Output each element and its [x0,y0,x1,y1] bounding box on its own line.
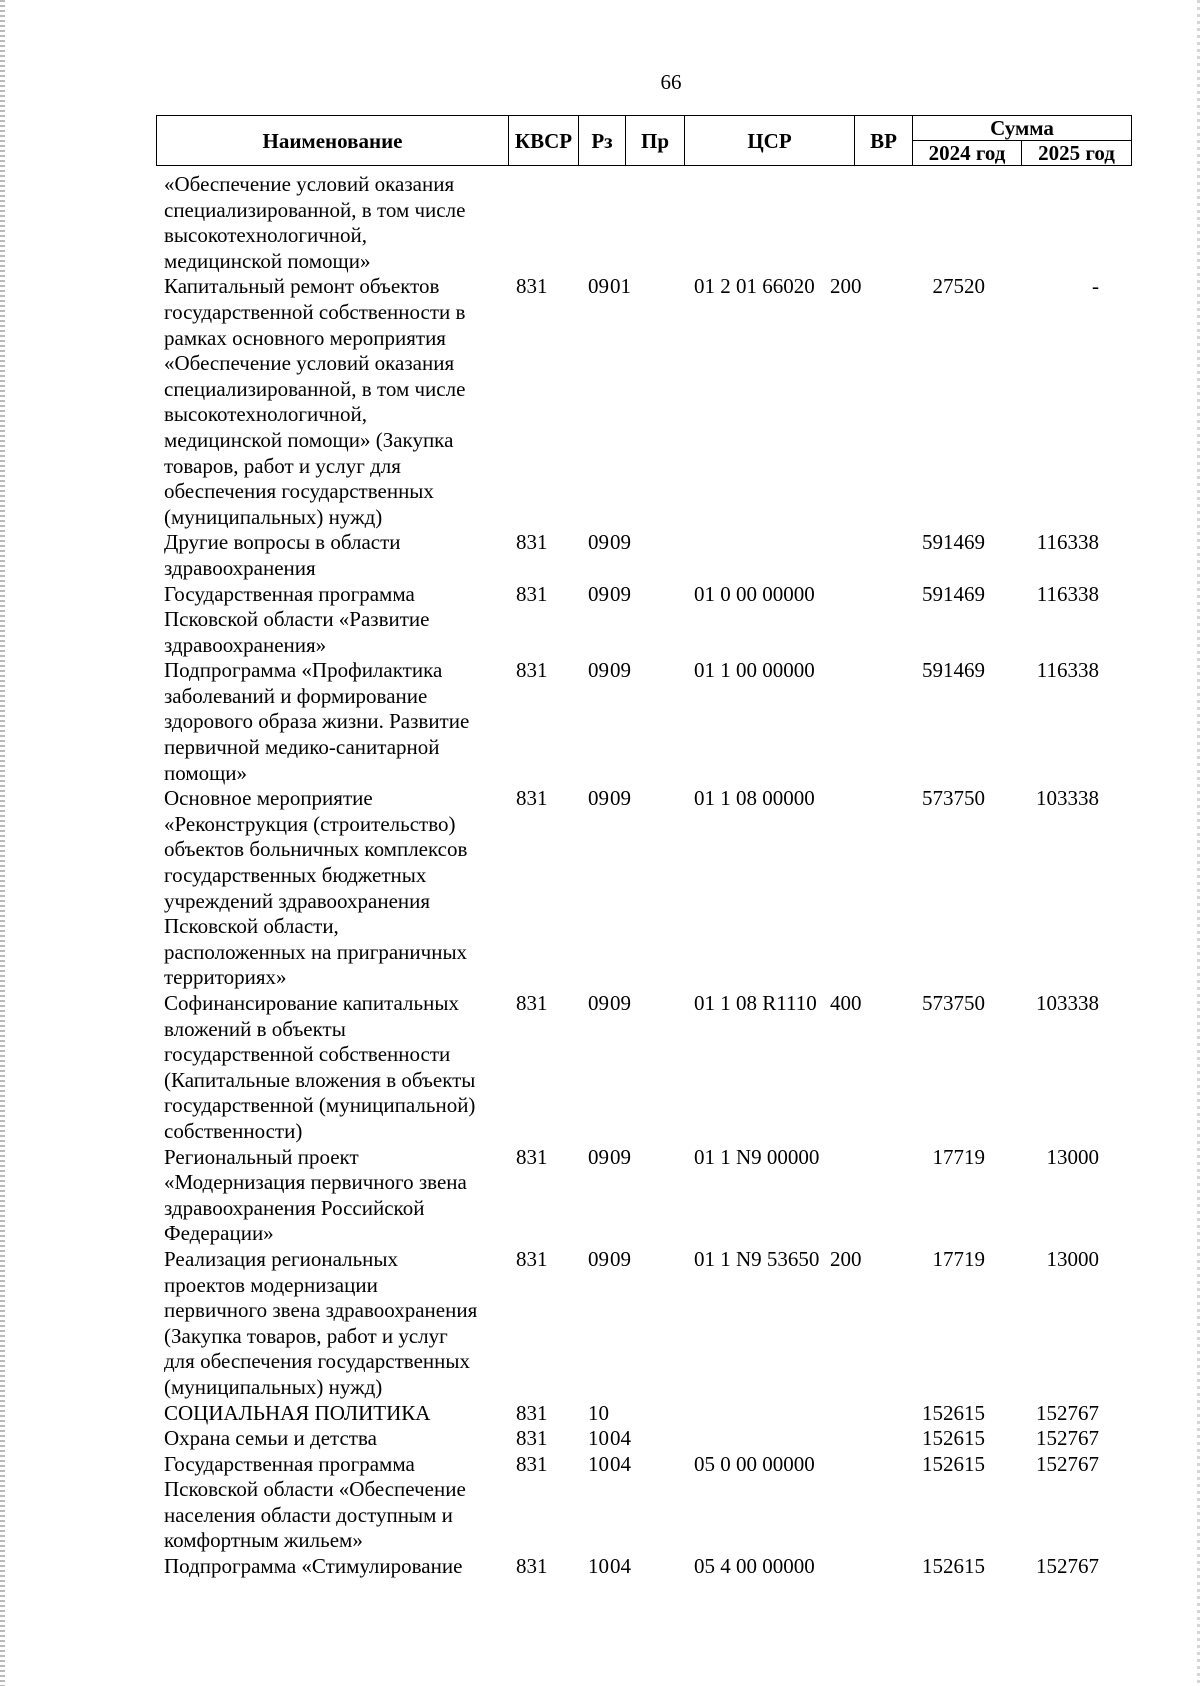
cell-kvsr: 831 [516,1246,548,1271]
cell-rz: 09 [588,1144,609,1169]
cell-rz: 09 [588,658,609,683]
cell-sum-2024: 152615 [922,1451,985,1476]
cell-csr: 01 1 08 R1110 [694,991,817,1015]
cell-rz: 09 [588,991,609,1015]
table-row [156,991,1131,1145]
cell-vr: 200 [830,274,862,299]
cell-name: Государственная программа Псковской области «Развитие здравоохранения» [164,581,430,657]
table-row [156,530,1131,581]
cell-sum-2025: 152767 [1036,1400,1099,1425]
cell-name: Другие вопросы в области здравоохранения [164,530,401,580]
cell-kvsr: 831 [516,1426,548,1451]
cell-kvsr: 831 [516,581,548,606]
cell-pr: 09 [610,581,631,606]
table-row [156,582,1131,659]
table-row [156,274,1131,530]
cell-pr: 09 [610,658,631,683]
cell-sum-2025: 13000 [1046,1144,1099,1169]
cell-kvsr: 831 [516,1451,548,1476]
cell-sum-2024: 27520 [932,274,985,299]
header-csr: ЦСР [685,116,855,166]
cell-name: Региональный проект «Модернизация первичного звена здравоохранения Российской Федерации» [164,1144,467,1246]
header-year-2024: 2024 год [913,141,1022,166]
table-row [156,1145,1131,1247]
cell-vr: 400 [830,991,862,1015]
table-row [156,1247,1131,1401]
cell-sum-2025: 152767 [1036,1426,1099,1451]
cell-name: Государственная программа Псковской области «Обеспечение населения области доступным и комфортным жильем» [164,1451,466,1553]
cell-name: Подпрограмма «Стимулирование [164,1554,463,1579]
table-row [156,658,1131,786]
cell-csr: 01 1 08 00000 [694,786,815,811]
cell-sum-2025: 116338 [1036,581,1099,606]
cell-sum-2025: 152767 [1036,1451,1099,1476]
table-row [156,786,1131,991]
cell-sum-2024: 17719 [932,1246,985,1271]
cell-pr: 04 [610,1451,631,1476]
cell-name: Охрана семьи и детства [164,1426,377,1451]
cell-name: Реализация региональных проектов модернизации первичного звена здравоохранения (Закупка товаров, работ и услуг для обеспечения государственных (муниципальных) нужд) [164,1246,478,1399]
header-name: Наименование [157,116,509,166]
cell-name: «Обеспечение условий оказания специализированной, в том числе высокотехнологичной, медицинской помощи» [164,172,466,273]
cell-kvsr: 831 [516,1554,548,1579]
cell-sum-2024: 17719 [932,1144,985,1169]
cell-kvsr: 831 [516,530,548,555]
table-row [156,1452,1131,1554]
cell-name: Софинансирование капитальных вложений в объекты государственной собственности (Капитальные вложения в объекты государственной (муниципальной) собственности) [164,991,476,1143]
cell-csr: 01 0 00 00000 [694,581,815,606]
cell-sum-2025: 116338 [1036,530,1099,555]
cell-rz: 10 [588,1400,609,1425]
page-number: 66 [660,70,682,94]
cell-sum-2024: 573750 [922,991,985,1015]
cell-sum-2025: 116338 [1036,658,1099,683]
cell-vr: 200 [830,1246,862,1271]
scan-left-edge [0,0,5,1686]
cell-sum-2024: 573750 [922,786,985,811]
cell-sum-2025: 103338 [1036,786,1099,811]
cell-sum-2024: 591469 [922,658,985,683]
cell-kvsr: 831 [516,1144,548,1169]
table-body [156,172,1131,1580]
cell-sum-2024: 591469 [922,581,985,606]
cell-csr: 01 1 00 00000 [694,658,815,683]
header-year-2025: 2025 год [1022,141,1132,166]
cell-rz: 09 [588,1246,609,1271]
cell-pr: 09 [610,786,631,811]
table-row [156,1554,1131,1580]
cell-sum-2025: 152767 [1036,1554,1099,1579]
cell-pr: 09 [610,1144,631,1169]
table-row [156,172,1131,274]
cell-name: СОЦИАЛЬНАЯ ПОЛИТИКА [164,1400,431,1425]
cell-name: Капитальный ремонт объектов государственной собственности в рамках основного мероприятия «Обеспечение условий оказания специализированной, в том числе высокотехнологичной, медицинской помощи» (Закупка товаров, работ и услуг для обеспечения государственных (муниципальных) нужд) [164,274,466,529]
table-header [156,115,1132,166]
cell-kvsr: 831 [516,658,548,683]
cell-rz: 10 [588,1554,609,1579]
cell-name: Подпрограмма «Профилактика заболеваний и формирование здорового образа жизни. Развитие первичной медико-санитарной помощи» [164,658,470,785]
table-row [156,1401,1131,1427]
cell-kvsr: 831 [516,274,548,299]
cell-csr: 01 1 N9 00000 [694,1144,820,1169]
cell-csr: 01 1 N9 53650 [694,1246,820,1271]
table-row [156,1426,1131,1452]
cell-rz: 10 [588,1426,609,1451]
cell-rz: 09 [588,274,609,299]
cell-sum-2025: - [1092,274,1099,299]
cell-pr: 04 [610,1426,631,1451]
cell-sum-2025: 103338 [1036,991,1099,1015]
cell-csr: 01 2 01 66020 [694,274,815,299]
cell-kvsr: 831 [516,991,548,1015]
cell-pr: 09 [610,1246,631,1271]
header-sum: Сумма [913,116,1132,141]
header-pr: Пр [626,116,685,166]
cell-rz: 10 [588,1451,609,1476]
cell-pr: 09 [610,530,631,555]
cell-kvsr: 831 [516,1400,548,1425]
cell-rz: 09 [588,581,609,606]
cell-rz: 09 [588,530,609,555]
cell-rz: 09 [588,786,609,811]
cell-name: Основное мероприятие «Реконструкция (строительство) объектов больничных комплексов государственных бюджетных учреждений здравоохранения Псковской области, расположенных на приграничных территориях» [164,786,468,990]
header-vr: ВР [855,116,913,166]
cell-csr: 05 0 00 00000 [694,1451,815,1476]
cell-pr: 09 [610,991,631,1015]
cell-sum-2024: 152615 [922,1554,985,1579]
cell-sum-2024: 152615 [922,1400,985,1425]
header-rz: Рз [579,116,626,166]
cell-kvsr: 831 [516,786,548,811]
cell-csr: 05 4 00 00000 [694,1554,815,1579]
cell-sum-2024: 152615 [922,1426,985,1451]
header-kvsr: КВСР [509,116,579,166]
cell-pr: 01 [610,274,631,299]
cell-sum-2025: 13000 [1046,1246,1099,1271]
cell-pr: 04 [610,1554,631,1579]
cell-sum-2024: 591469 [922,530,985,555]
